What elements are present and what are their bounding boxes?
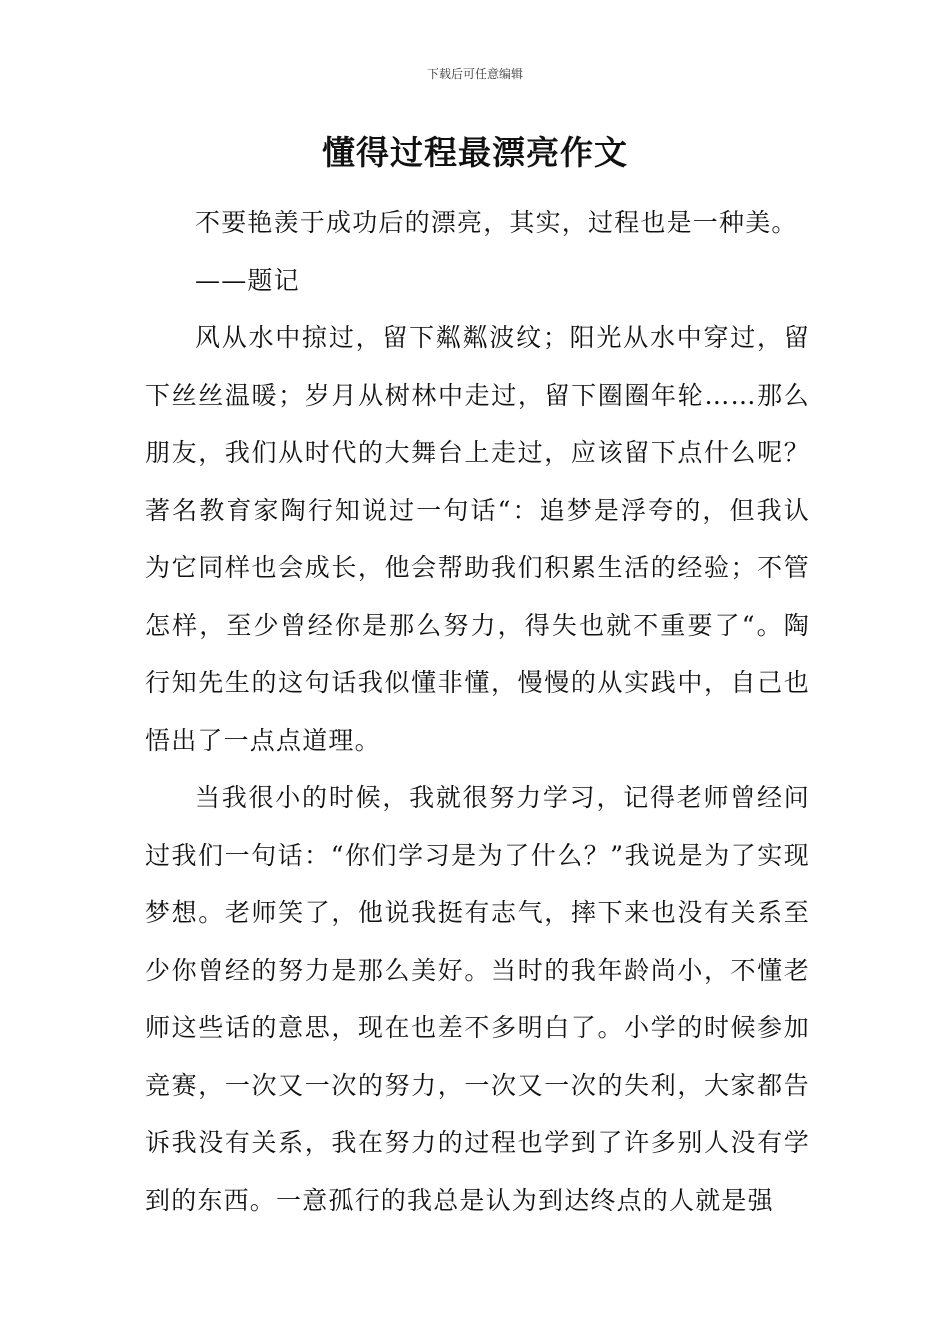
- document-title: 懂得过程最漂亮作文: [322, 133, 628, 172]
- header-note: 下载后可任意编辑: [426, 67, 523, 81]
- body-paragraph: 当我很小的时候，我就很努力学习，记得老师曾经问过我们一句话：“你们学习是为了什么？”我说是为了实现梦想。老师笑了，他说我挺有志气，摔下来也没有关系至少你曾经的努力是那么美好。当时的我年龄尚小，不懂老师这些话的意思，现在也差不多明白了。小学的时候参加竞赛，一次又一次的努力，一次又一次的失利，大家都告诉我没有关系，我在努力的过程也学到了许多别人没有学到的东西。一意孤行的我总是认为到达终点的人就是强: [145, 783, 810, 1215]
- body-paragraph: 风从水中掠过，留下粼粼波纹；阳光从水中穿过，留下丝丝温暖；岁月从树林中走过，留下圈圈年轮……那么朋友，我们从时代的大舞台上走过，应该留下点什么呢？著名教育家陶行知说过一句话“：追梦是浮夸的，但我认为它同样也会成长，他会帮助我们积累生活的经验；不管怎样，至少曾经你是那么努力，得失也就不重要了“。陶行知先生的这句话我似懂非懂，慢慢的从实践中，自己也悟出了一点点道理。: [145, 323, 810, 755]
- document-body: [145, 194, 810, 1229]
- epigraph-attribution: ——题记: [195, 265, 300, 295]
- epigraph: 不要艳羡于成功后的漂亮，其实，过程也是一种美。: [195, 208, 798, 237]
